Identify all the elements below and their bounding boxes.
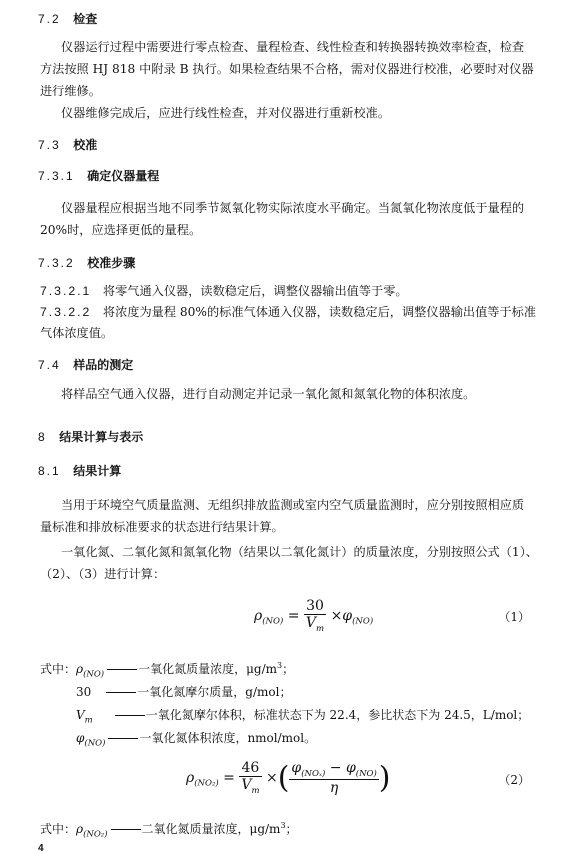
equation-subscript: (NO) xyxy=(352,616,374,627)
left-paren: ( xyxy=(277,760,290,796)
legend-subscript: (NO) xyxy=(83,669,105,680)
section-title: 结果计算与表示 xyxy=(59,430,144,444)
legend-subscript: (NO) xyxy=(84,738,106,749)
paragraph-inspection xyxy=(40,36,545,102)
legend-symbol: V xyxy=(76,708,85,722)
section-7-3-heading xyxy=(38,136,567,153)
section-title: 校准步骤 xyxy=(87,256,136,270)
fraction-numerator: 30 xyxy=(304,598,326,615)
equation-2 xyxy=(186,760,391,796)
step-text-continued: 气体浓度值。 xyxy=(40,326,114,340)
legend-punctuation: ； xyxy=(285,822,298,836)
text-line: 仪器量程应根据当地不同季节氮氧化物实际浓度水平确定。当氮氧化物浓度低于量程的 xyxy=(61,201,525,215)
fraction xyxy=(289,760,378,796)
equation-subscript: m xyxy=(316,623,325,634)
section-number: 7.3.2 xyxy=(38,256,75,270)
legend-subscript: m xyxy=(84,715,93,726)
fraction xyxy=(239,760,261,796)
legend-row xyxy=(40,729,316,748)
fraction-denominator: η xyxy=(329,779,339,796)
fraction-denominator xyxy=(304,615,326,634)
step-text: 将浓度为量程 80%的标准气体通入仪器，读数稳定后，调整仪器输出值等于标准 xyxy=(102,305,537,319)
legend-subscript: (NO₂) xyxy=(83,829,108,840)
text-line: 仪器运行过程中需要进行零点检查、量程检查、线性检查和转换器转换效率检查，检查 xyxy=(61,40,525,54)
text-line: 20%时，应选择更低的量程。 xyxy=(40,223,202,237)
calibration-steps xyxy=(40,281,547,344)
equation-symbol: ρ xyxy=(186,769,195,786)
text-line: 方法按照 HJ 818 中附录 B 执行。如果检查结果不合格，需对仪器进行校准，必要时对仪器 xyxy=(40,62,534,76)
section-number: 8 xyxy=(38,430,47,444)
equation-subscript: (NO₂) xyxy=(194,778,219,789)
dash-line xyxy=(108,738,138,739)
text-line: 当用于环境空气质量监测、无组织排放监测或室内空气质量监测时，应分别按照相应质 xyxy=(61,498,525,512)
equation-symbol: V xyxy=(241,777,252,793)
legend-symbol: ρ xyxy=(76,822,84,836)
dash-line xyxy=(111,829,141,830)
text-line: 量标准和排放标准要求的状态进行结果计算。 xyxy=(40,520,284,534)
dash-line xyxy=(106,692,136,693)
section-7-3-1-heading xyxy=(38,167,567,184)
equation-symbol: φ xyxy=(345,760,356,776)
legend-symbol: 30 xyxy=(76,685,92,699)
legend-description: 二氧化氮质量浓度，μg/m xyxy=(141,822,281,836)
section-7-2-heading xyxy=(38,10,567,27)
legend-intro: 式中： xyxy=(40,662,77,676)
paragraph-calculation-state xyxy=(40,494,545,538)
legend-description: 一氧化氮质量浓度，μg/m xyxy=(138,662,278,676)
section-number: 7.4 xyxy=(38,358,61,372)
equals-sign: = xyxy=(287,607,300,624)
legend-row xyxy=(40,820,298,839)
section-number: 8.1 xyxy=(38,464,61,478)
text-line: 一氧化氮、二氧化氮和氮氧化物（结果以二氧化氮计）的质量浓度，分别按照公式（1）、 xyxy=(61,545,538,559)
fraction-numerator xyxy=(289,760,378,780)
equation-2-number: （2） xyxy=(498,773,530,787)
equation-symbol: φ xyxy=(342,607,353,624)
equation-1 xyxy=(254,598,373,634)
paragraph-maintenance xyxy=(61,102,545,124)
step-1 xyxy=(40,281,547,302)
section-7-4-heading xyxy=(38,356,567,373)
equation-subscript: (NO) xyxy=(262,616,284,627)
section-number: 7.3 xyxy=(38,138,61,152)
section-title: 确定仪器量程 xyxy=(87,169,160,183)
legend-symbol: ρ xyxy=(76,662,84,676)
fraction-numerator: 46 xyxy=(239,760,261,777)
legend-description: 一氧化氮摩尔体积，标准状态下为 22.4，参比状态下为 24.5，L/mol； xyxy=(145,708,530,722)
equation-subscript: (NOₓ) xyxy=(301,768,326,779)
legend-row xyxy=(40,706,529,725)
equation-subscript: m xyxy=(251,785,260,796)
section-7-3-2-heading xyxy=(38,254,567,271)
section-number: 7.3.1 xyxy=(38,169,75,183)
text-line: 将样品空气通入仪器，进行自动测定并记录一氧化氮和氮氧化物的体积浓度。 xyxy=(61,387,476,401)
section-title: 样品的测定 xyxy=(73,358,134,372)
legend-superscript: 3 xyxy=(277,661,283,670)
step-2 xyxy=(40,302,547,323)
legend-description: 一氧化氮摩尔质量，g/mol； xyxy=(137,685,292,699)
legend-superscript: 3 xyxy=(280,821,286,830)
times-sign: × xyxy=(265,769,278,786)
text-line: 仪器维修完成后，应进行线性检查，并对仪器进行重新校准。 xyxy=(61,106,391,120)
equation-symbol: V xyxy=(305,615,317,631)
legend-row xyxy=(40,683,291,700)
step-number: 7.3.2.1 xyxy=(40,284,92,298)
dash-line xyxy=(115,715,145,716)
section-title: 检查 xyxy=(73,12,98,26)
fraction-denominator xyxy=(239,777,261,796)
right-paren: ) xyxy=(378,760,391,796)
text-line: 进行维修。 xyxy=(40,84,101,98)
equation-1-number: （1） xyxy=(498,610,530,624)
section-title: 校准 xyxy=(73,138,98,152)
paragraph-sample-measurement xyxy=(61,383,545,405)
section-8-1-heading xyxy=(38,462,567,479)
paragraph-formulas-intro xyxy=(40,541,545,585)
equation-symbol: ρ xyxy=(254,607,263,624)
text-line: （2）、（3）进行计算： xyxy=(40,567,166,581)
section-title: 结果计算 xyxy=(73,464,122,478)
legend-description: 一氧化氮体积浓度，nmol/mol。 xyxy=(139,731,317,745)
paragraph-range xyxy=(40,197,545,241)
legend-punctuation: ； xyxy=(282,662,295,676)
legend-symbol: φ xyxy=(76,731,85,745)
equals-sign: = xyxy=(223,769,235,786)
step-text: 将零气通入仪器，读数稳定后，调整仪器输出值等于零。 xyxy=(102,284,408,298)
times-sign: × xyxy=(330,607,343,624)
minus-sign: − xyxy=(329,760,342,776)
fraction xyxy=(304,598,326,634)
dash-line xyxy=(107,669,137,670)
step-number: 7.3.2.2 xyxy=(40,305,92,319)
legend-row xyxy=(40,660,294,679)
page-number: 4 xyxy=(38,843,44,854)
section-8-heading xyxy=(38,428,567,445)
section-number: 7.2 xyxy=(38,12,61,26)
equation-symbol: φ xyxy=(291,760,302,776)
equation-subscript: (NO) xyxy=(355,768,377,779)
legend-intro: 式中： xyxy=(40,822,77,836)
